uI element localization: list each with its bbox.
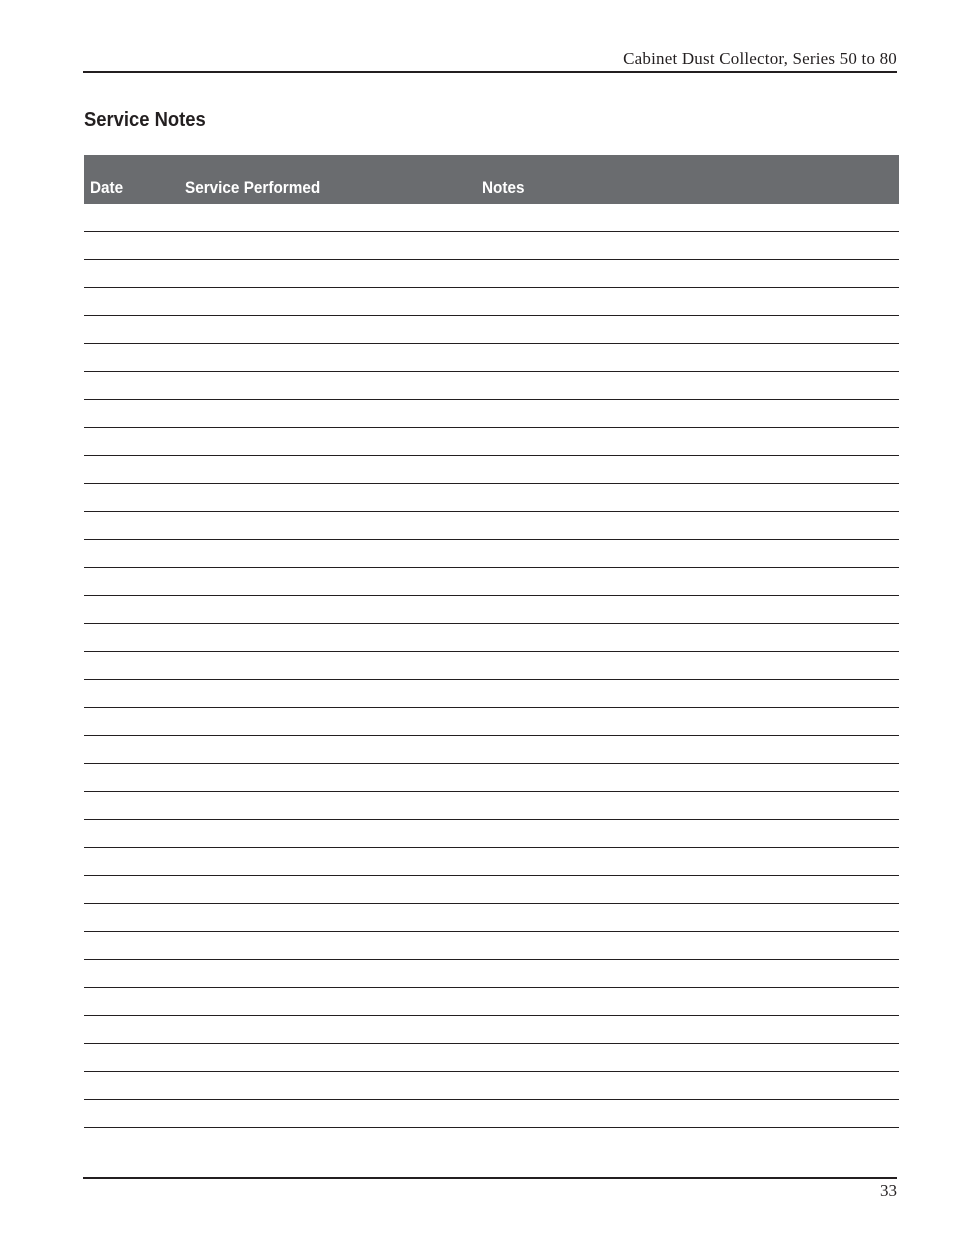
column-header-service-performed: Service Performed (185, 178, 321, 197)
table-row (84, 260, 899, 288)
table-row (84, 344, 899, 372)
table-header (84, 155, 899, 204)
table-row (84, 680, 899, 708)
table-row (84, 400, 899, 428)
table-row (84, 960, 899, 988)
column-header-date: Date (90, 178, 124, 197)
table-row (84, 848, 899, 876)
column-header-notes: Notes (482, 178, 525, 197)
table-row (84, 540, 899, 568)
table-row (84, 932, 899, 960)
table-row (84, 904, 899, 932)
running-header: Cabinet Dust Collector, Series 50 to 80 (623, 49, 897, 68)
table-row (84, 596, 899, 624)
table-row (84, 1100, 899, 1128)
table-row (84, 792, 899, 820)
table-row (84, 708, 899, 736)
section-title: Service Notes (84, 109, 206, 131)
table-row (84, 624, 899, 652)
table-row (84, 456, 899, 484)
page-number: 33 (880, 1181, 897, 1200)
table-row (84, 736, 899, 764)
table-row (84, 232, 899, 260)
table-row (84, 512, 899, 540)
table-row (84, 484, 899, 512)
table-row (84, 876, 899, 904)
service-notes-table-body (84, 204, 899, 1128)
table-row (84, 764, 899, 792)
header-rule (83, 71, 897, 73)
table-row (84, 428, 899, 456)
table-row (84, 988, 899, 1016)
table-row (84, 204, 899, 232)
table-row (84, 568, 899, 596)
table-row (84, 316, 899, 344)
table-row (84, 1072, 899, 1100)
table-row (84, 652, 899, 680)
table-row (84, 820, 899, 848)
table-row (84, 1044, 899, 1072)
table-row (84, 372, 899, 400)
footer-rule (83, 1177, 897, 1179)
table-row (84, 1016, 899, 1044)
table-row (84, 288, 899, 316)
